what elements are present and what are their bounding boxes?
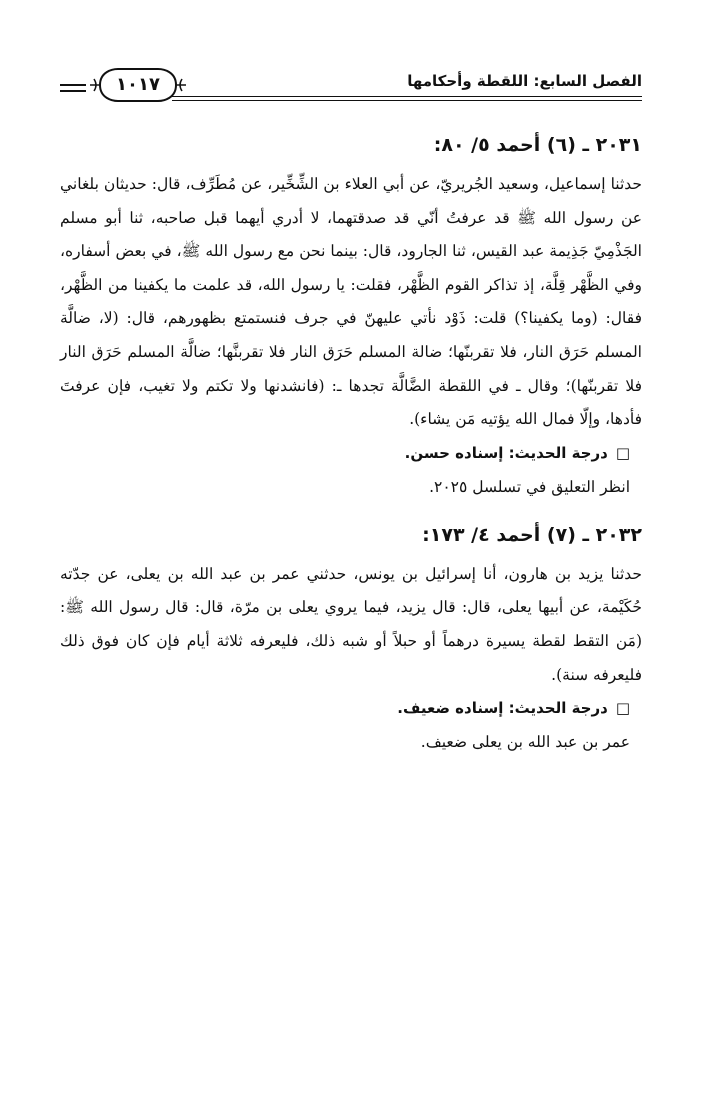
hadith-entry — [60, 128, 642, 504]
hadith-text: حدثنا يزيد بن هارون، أنا إسرائيل بن يونس، حدثني عمر بن عبد الله بن يعلى، عن جدّته حُكَيْمة، عن أبيها يعلى، قال: قال يزيد، فيما يروي يعلى بن مرّة، قال: قال رسول الله ﷺ: (مَن التقط لقطة يسيرة درهماً أو حبلاً أو شبه ذلك، فليعرفه ثلاثة أيام فإن كان فوق ذلك فليعرفه سنة). — [60, 564, 642, 684]
hadith-note: انظر التعليق في تسلسل ٢٠٢٥. — [429, 477, 630, 496]
header-rule — [172, 96, 642, 97]
hadith-note: عمر بن عبد الله بن يعلى ضعيف. — [420, 733, 630, 752]
page-content — [60, 128, 642, 759]
left-dash-mark — [60, 84, 86, 86]
checkbox-square-icon: □ — [615, 699, 630, 718]
chapter-title: الفصل السابع: اللقطة وأحكامها — [407, 72, 642, 90]
page-number: ١٠١٧ — [116, 74, 160, 95]
hadith-grade — [60, 692, 630, 725]
checkbox-square-icon: □ — [615, 443, 630, 462]
grade-text: درجة الحديث: إسناده حسن. — [404, 443, 608, 462]
running-header — [60, 66, 642, 106]
entry-heading: ٢٠٣٢ ـ (٧) أحمد ٤/ ١٧٣: — [422, 523, 642, 546]
entry-heading: ٢٠٣١ ـ (٦) أحمد ٥/ ٨٠: — [433, 134, 642, 156]
hadith-grade — [60, 437, 630, 470]
left-dash-mark-lower — [60, 90, 86, 92]
hadith-text: حدثنا إسماعيل، وسعيد الجُريريّ، عن أبي العلاء بن الشِّخِّير، عن مُطَرِّف، قال: حديثان بلغاني عن رسول الله ﷺ قد عرفتُ أنّي قد صدقتهما، لا أدري أيهما قبل صاحبه، ثنا أبو مسلم الجَذْمِيّ جَذِيمة عبد القيس، ثنا الجارود، قال: بينما نحن مع رسول الله ﷺ، في بعض أسفاره، وفي الظَّهْر قِلَّة، إذ تذاكر القوم الظَّهْر، فقلت: يا رسول الله، قد علمت ما يكفينا من الظَّهْر، فقال: (وما يكفينا؟) قلت: ذَوْد نأتي عليهنّ في جرف فنستمتع بظهورهم، قال: (لا، ضالَّة المسلم حَرَق النار، فلا تقربنّها؛ ضالة المسلم حَرَق النار فلا تقربنَّها؛ ضالَّة المسلم حَرَق النار فلا تقربنّها)؛ وقال ـ في اللقطة الضَّالَّة تجدها ـ: (فانشدنها ولا تكتم ولا تغيب، فإن عرفتَ فأدها، وإلّا فمال الله يؤتيه مَن يشاء). — [60, 175, 642, 429]
grade-text: درجة الحديث: إسناده ضعيف. — [397, 699, 608, 718]
header-rule-lower — [172, 100, 642, 101]
hadith-entry — [60, 518, 642, 759]
page-number-ornament — [88, 66, 188, 104]
